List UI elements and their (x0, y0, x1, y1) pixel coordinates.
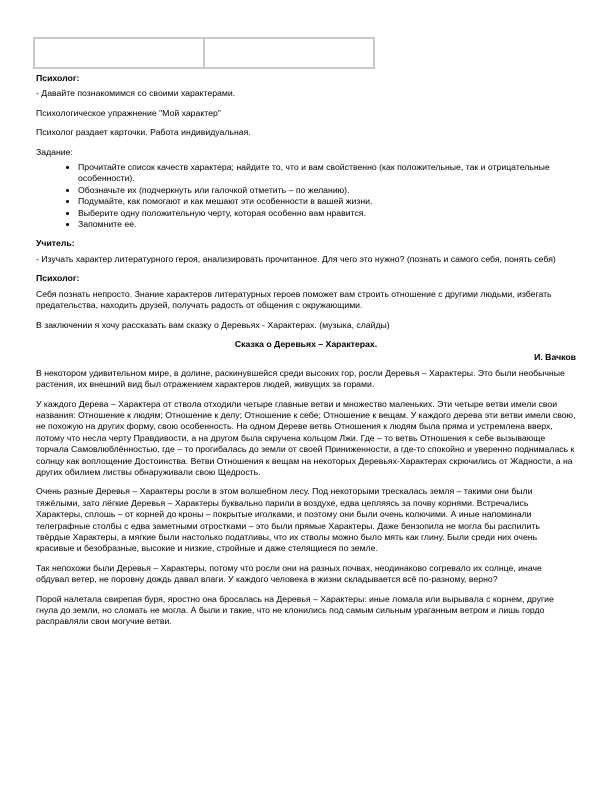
task-list-item: • Запомните ее. (78, 219, 576, 230)
document-body (36, 73, 576, 636)
speaker-label: Психолог: (36, 73, 80, 83)
task-list-item: • Обозначьте их (подчеркнуть или галочкой отметить – по желанию). (78, 185, 576, 196)
tale-title: Сказка о Деревьях – Характерах. (234, 338, 378, 349)
speaker-label: Учитель: (36, 238, 75, 249)
paragraph: - Изучать характер литературного героя, анализировать прочитанное. Для чего это нужно? (познать и самого себя, понять себя) (36, 253, 556, 264)
speaker-label: Психолог: (36, 273, 80, 284)
paragraph: Себя познать непросто. Знание характеров литературных героев поможет вам строить отношение с другими людьми, избегать предательства, находить друзей, получать радость от общения с окружающими. (36, 288, 552, 311)
paragraph: В некотором удивительном мире, в долине, раскинувшейся среди высоких гор, росли Деревья – Характеры. Это были необычные растения, их внешний вид был отражением характеров людей, живущих за горами. (36, 367, 565, 390)
task-list-item: • Подумайте, как помогают и как мешают эти особенности в вашей жизни. (78, 196, 576, 207)
paragraph: Психолог раздает карточки. Работа индивидуальная. (36, 127, 251, 138)
paragraph: Задание: (36, 146, 73, 157)
header-table-cell (205, 39, 373, 67)
paragraph: В заключении я хочу рассказать вам сказку о Деревьях - Характерах. (музыка, слайды) (36, 319, 390, 330)
paragraph: - Давайте познакомимся со своими характерами. (36, 88, 236, 99)
paragraph: Психологическое упражнение "Мой характер" (36, 107, 221, 118)
paragraph: У каждого Дерева – Характера от ствола отходили четыре главные ветви и множество маленьких. Эти четыре ветви имели свои названия: Отношение к людям; Отношение к делу; Отношение к себе; Отношение к вещам. У каждого дерева эти ветви имели свою, не похожую на других форму, свою особенность. На одном Дереве ветвь Отношения к людям была пряма и устремлена вверх, потому что несла черту Правдивости, а на другом была скручена кольцом Лжи. Где – то ветвь Отношения к себе вызывающе торчала Самовлюблённостью, где – то прогибалась до земли от своей Приниженности, а где-то спокойно и уверенно поднималась к солнцу как воплощение Достоинства. Ветви Отношения к вещам на некоторых Деревьях-Характерах скрючились от Жадности, а на других обилием листвы обнаруживали свою Щедрость. (36, 398, 576, 477)
task-list (36, 162, 576, 230)
header-table-cell (35, 39, 205, 67)
paragraph: Очень разные Деревья – Характеры росли в этом волшебном лесу. Под некоторыми трескалась земля – такими они были тяжёлыми, зато лёгкие Деревья – Характеры буквально парили в воздухе, едва цепляясь за почву корнями. Встречались Характеры, сплошь – от корней до кроны – покрытые иголками, и поэтому они были очень колючими. А иные напоминали телеграфные столбы с едва заметными отростками – это были прямые Характеры. Даже бензопила не могла бы распилить твёрдые Характеры, а мягкие были настолько податливы, что их стволы можно было мять как глину. Были среди них очень красивые и безобразные, высокие и низкие, стройные и даже стелящиеся по земле. (36, 486, 540, 554)
task-list-item: • Прочитайте список качеств характера; найдите то, что и вам свойственно (как положительные, так и отрицательные особенности). (78, 162, 576, 185)
header-table (33, 37, 375, 69)
paragraph: Порой налетала свирепая буря, яростно она бросалась на Деревья – Характеры: иные ломала или вырывала с корнем, другие гнула до земли, но сломать не могла. А были и такие, что не клонились под самым сильным ураганным ветром и лишь гордо расправляли свои могучие ветви. (36, 593, 554, 627)
paragraph: Так непохожи были Деревья – Характеры, потому что росли они на разных почвах, неодинаково согревало их солнце, иначе обдувал ветер, не поровну дождь давал влаги. У каждого человека в жизни складывается всё по-разному, верно? (36, 562, 542, 585)
task-list-item: • Выберите одну положительную черту, которая особенно вам нравится. (78, 208, 576, 219)
tale-author: И. Вачков (534, 352, 576, 363)
